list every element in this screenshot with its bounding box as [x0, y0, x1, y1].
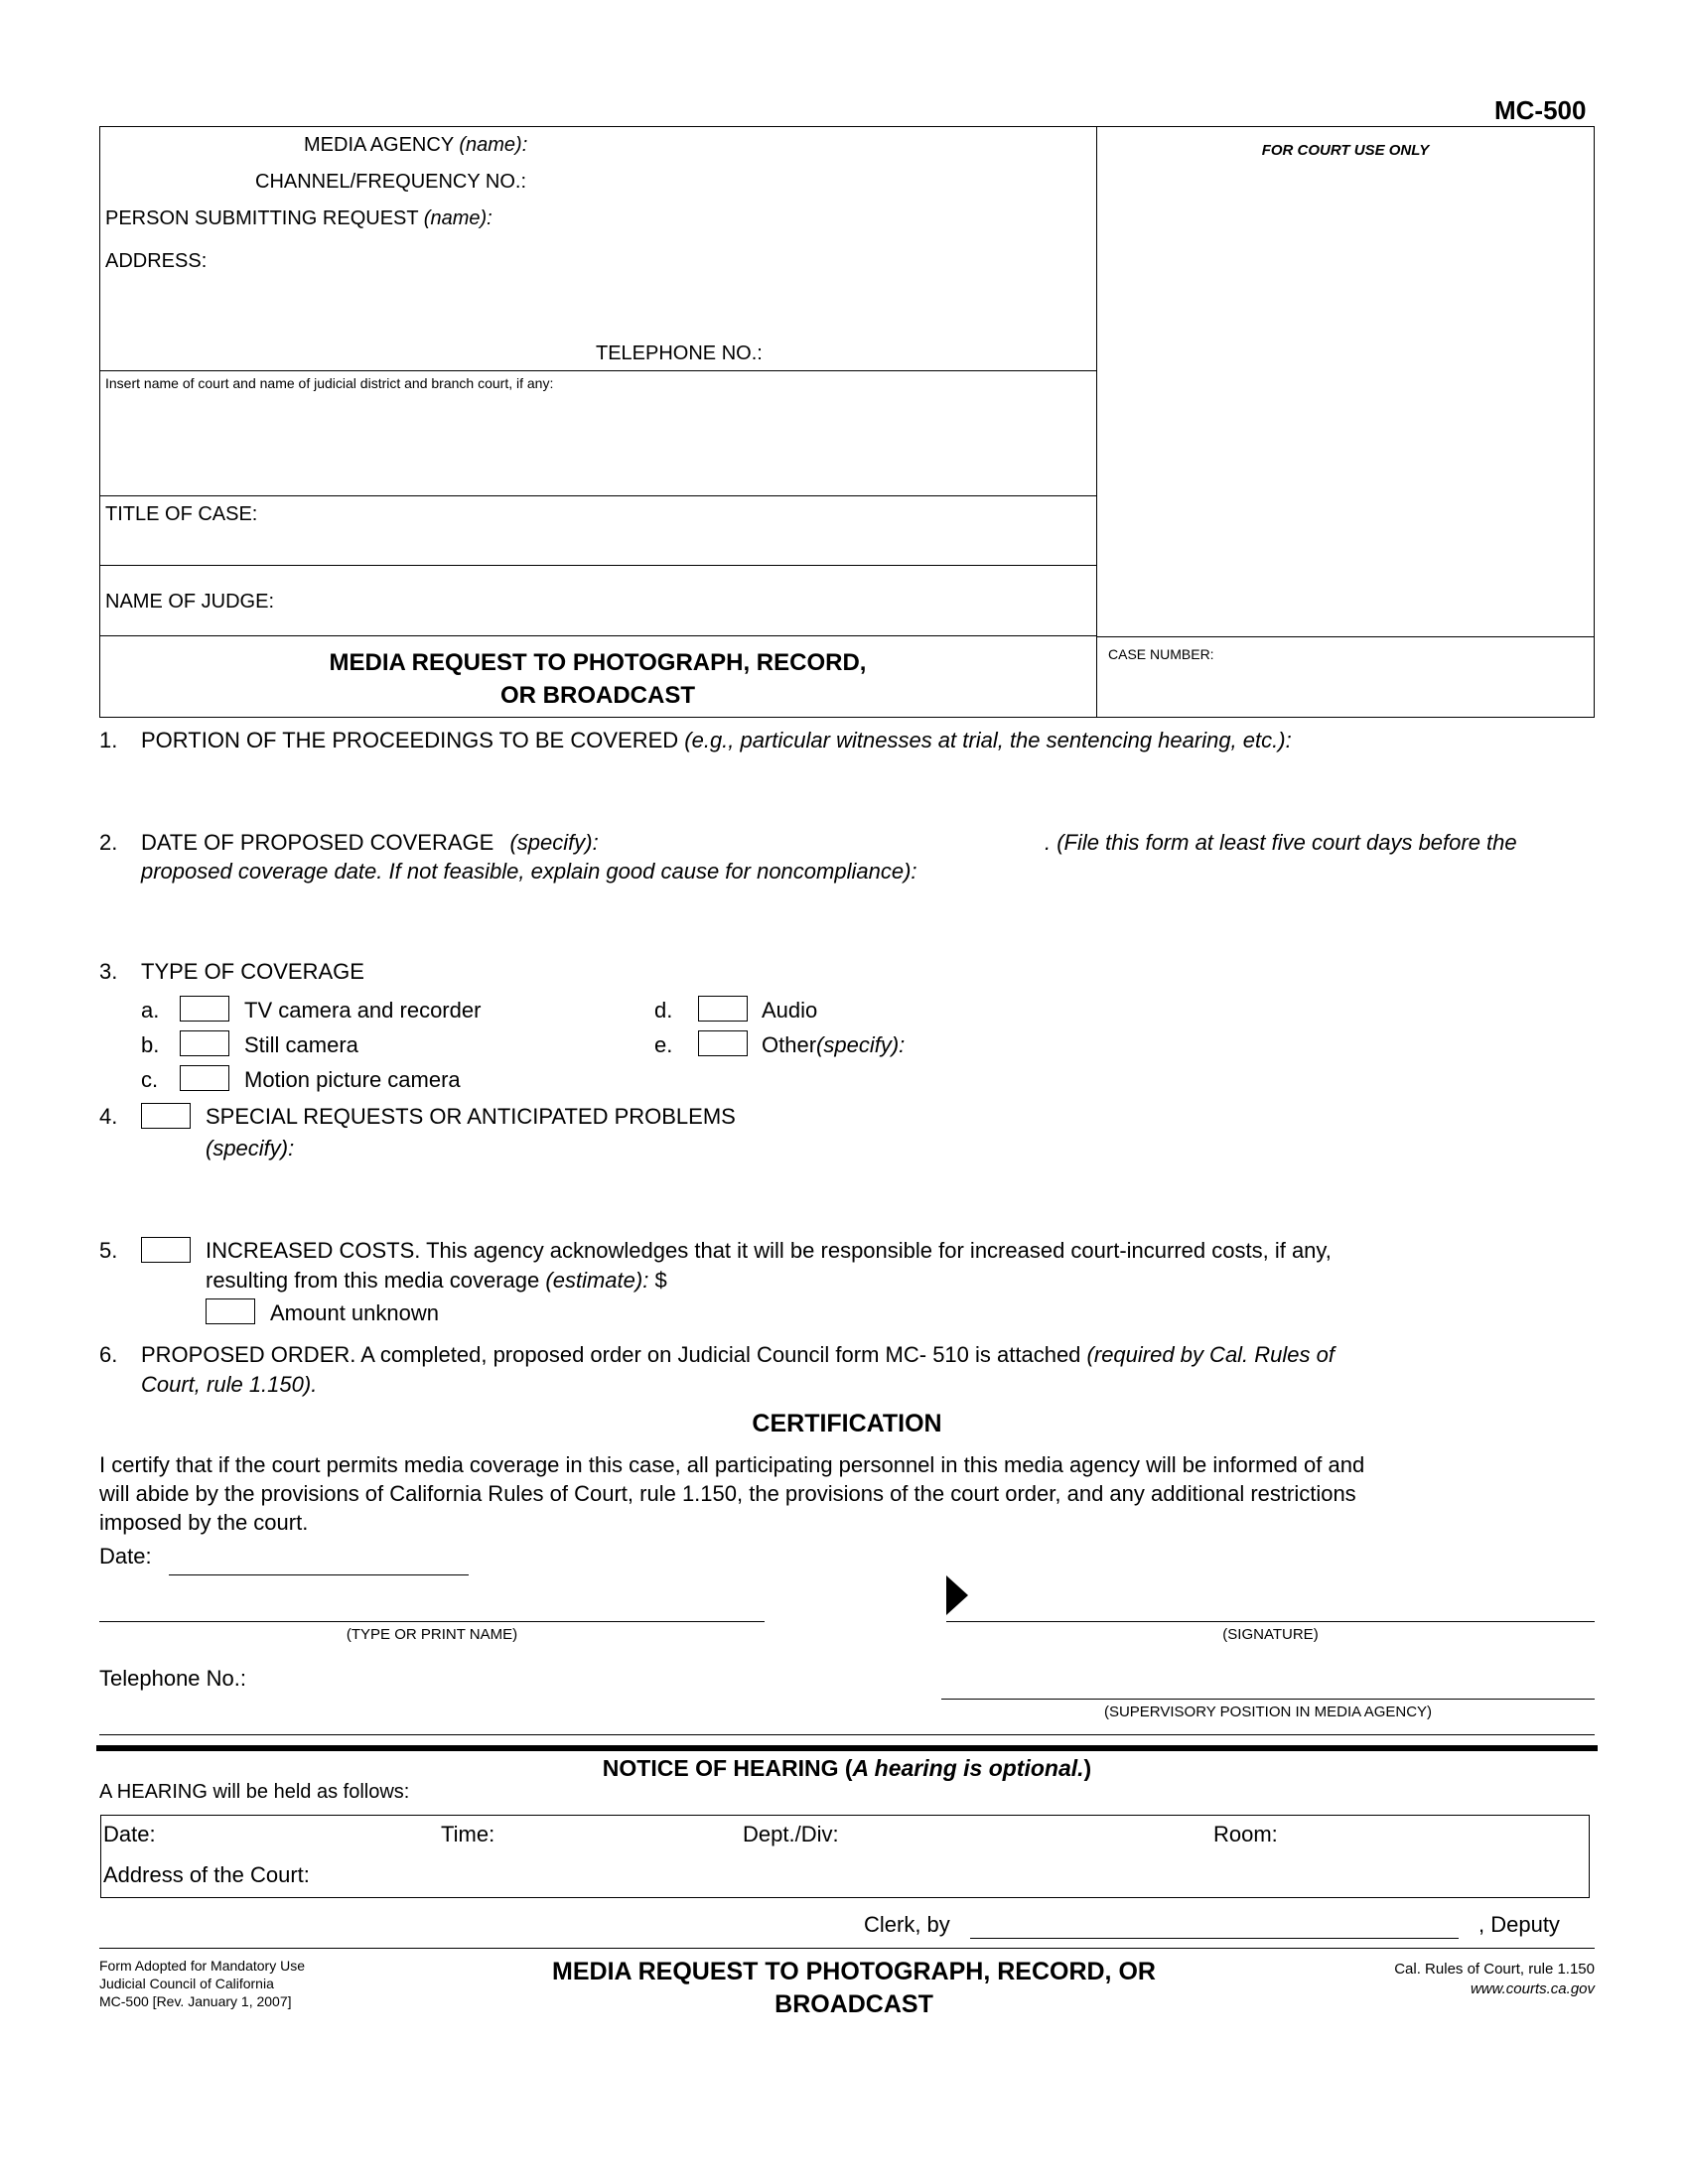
deputy-label: , Deputy [1478, 1912, 1560, 1937]
item-5-line2: resulting from this media coverage (estimate): $ [206, 1268, 667, 1293]
item-1-field[interactable] [141, 756, 1591, 826]
certification-line2: will abide by the provisions of California Rules of Court, rule 1.150, the provisions of the court order, and any additional restrictions [99, 1481, 1356, 1506]
item-1: PORTION OF THE PROCEEDINGS TO BE COVERED (e.g., particular witnesses at trial, the sentencing hearing, etc.): [141, 728, 1292, 752]
title-of-case-field[interactable]: TITLE OF CASE: [105, 503, 258, 525]
audio-label: Audio [762, 998, 818, 1023]
motion-picture-label: Motion picture camera [244, 1067, 461, 1092]
item-3-number: 3. [99, 959, 118, 984]
certification-date-label: Date: [99, 1544, 152, 1569]
item-5-line1: INCREASED COSTS. This agency acknowledges that it will be responsible for increased court-incurred costs, if any, [206, 1238, 1332, 1263]
certification-title: CERTIFICATION [752, 1410, 942, 1437]
clerk-label: Clerk, by [864, 1912, 950, 1937]
item-2-number: 2. [99, 830, 118, 855]
court-use-area [1100, 169, 1591, 631]
item-4-number: 4. [99, 1104, 118, 1129]
hearing-time-field[interactable]: Time: [441, 1822, 495, 1846]
item-3-title: TYPE OF COVERAGE [141, 959, 364, 984]
item-4-label: SPECIAL REQUESTS OR ANTICIPATED PROBLEMS [206, 1104, 736, 1129]
item-5-number: 5. [99, 1238, 118, 1263]
other-label: Other(specify): [762, 1032, 906, 1057]
item-1-number: 1. [99, 728, 118, 752]
court-name-hint: Insert name of court and name of judicial district and branch court, if any: [105, 375, 554, 391]
address-field[interactable]: ADDRESS: [105, 250, 208, 272]
other-checkbox[interactable] [698, 1030, 748, 1056]
still-camera-label: Still camera [244, 1032, 358, 1057]
tv-camera-label: TV camera and recorder [244, 998, 482, 1023]
name-of-judge-field[interactable]: NAME OF JUDGE: [105, 591, 275, 613]
supervisory-position-field[interactable] [941, 1699, 1595, 1700]
item-6-line1: PROPOSED ORDER. A completed, proposed order on Judicial Council form MC- 510 is attached (required by Cal. Rules of [141, 1342, 1335, 1367]
telephone-field[interactable]: TELEPHONE NO.: [596, 342, 763, 364]
signature-arrow-icon [946, 1575, 968, 1615]
hearing-title: NOTICE OF HEARING (A hearing is optional.) [602, 1755, 1092, 1781]
hearing-dept-field[interactable]: Dept./Div: [743, 1822, 839, 1846]
court-use-only: FOR COURT USE ONLY [1261, 142, 1430, 159]
tv-camera-checkbox[interactable] [180, 996, 229, 1022]
footer-title: MEDIA REQUEST TO PHOTOGRAPH, RECORD, OR BROADCAST [552, 1958, 1156, 2018]
type-print-name-caption: (TYPE OR PRINT NAME) [346, 1626, 518, 1643]
coverage-letter-d: d. [654, 998, 673, 1023]
signature-field[interactable] [946, 1621, 1595, 1622]
item-6-number: 6. [99, 1342, 118, 1367]
footer-adopted: Form Adopted for Mandatory Use Judicial Council of California MC-500 [Rev. January 1, 2007] [99, 1958, 305, 2009]
coverage-date-field[interactable] [665, 828, 1043, 856]
hearing-date-field[interactable]: Date: [103, 1822, 156, 1846]
motion-picture-checkbox[interactable] [180, 1065, 229, 1091]
item-6-line2: Court, rule 1.150). [141, 1372, 318, 1397]
hearing-box [100, 1815, 1590, 1898]
media-agency-field[interactable]: MEDIA AGENCY (name): [304, 134, 528, 156]
coverage-letter-e: e. [654, 1032, 673, 1057]
section-divider-thick [96, 1745, 1598, 1751]
amount-unknown-checkbox[interactable] [206, 1298, 255, 1324]
coverage-letter-b: b. [141, 1032, 160, 1057]
item-2-note-line1: . (File this form at least five court days before the [1045, 830, 1517, 855]
form-number: MC-500 [1494, 95, 1587, 125]
person-submitting-field[interactable]: PERSON SUBMITTING REQUEST (name): [105, 207, 492, 229]
hearing-intro: A HEARING will be held as follows: [99, 1781, 410, 1803]
audio-checkbox[interactable] [698, 996, 748, 1022]
still-camera-checkbox[interactable] [180, 1030, 229, 1056]
item-4-specify: (specify): [206, 1136, 295, 1160]
increased-costs-checkbox[interactable] [141, 1237, 191, 1263]
header-divider [1096, 126, 1097, 718]
clerk-signature-field[interactable] [970, 1938, 1459, 1939]
coverage-letter-c: c. [141, 1067, 159, 1092]
special-requests-field[interactable] [308, 1134, 1589, 1223]
item-2: DATE OF PROPOSED COVERAGE (specify): [141, 830, 599, 855]
special-requests-checkbox[interactable] [141, 1103, 191, 1129]
case-number-label: CASE NUMBER: [1108, 646, 1214, 662]
certification-telephone-label: Telephone No.: [99, 1666, 246, 1691]
other-specify-field[interactable] [933, 1030, 1589, 1058]
cost-estimate-field[interactable] [730, 1266, 1028, 1294]
court-address-field[interactable]: Address of the Court: [103, 1862, 310, 1887]
hearing-room-field[interactable]: Room: [1213, 1822, 1278, 1846]
certification-telephone-field[interactable] [273, 1664, 670, 1692]
form-title: MEDIA REQUEST TO PHOTOGRAPH, RECORD, OR BROADCAST [329, 649, 867, 709]
supervisory-position-caption: (SUPERVISORY POSITION IN MEDIA AGENCY) [1103, 1704, 1433, 1720]
footer-rule: Cal. Rules of Court, rule 1.150 [1394, 1961, 1595, 1978]
amount-unknown-label: Amount unknown [270, 1300, 439, 1325]
court-name-field[interactable] [103, 397, 1092, 492]
case-number-field[interactable] [1100, 667, 1591, 715]
certification-line1: I certify that if the court permits media coverage in this case, all participating personnel in this media agency will be informed of and [99, 1452, 1365, 1477]
signature-caption: (SIGNATURE) [1222, 1626, 1319, 1643]
channel-field[interactable]: CHANNEL/FREQUENCY NO.: [255, 171, 527, 193]
item-2-note-line2: proposed coverage date. If not feasible, explain good cause for noncompliance): [141, 859, 917, 884]
certification-line3: imposed by the court. [99, 1510, 309, 1535]
coverage-letter-a: a. [141, 998, 160, 1023]
type-print-name-field[interactable] [99, 1621, 765, 1622]
certification-date-field[interactable] [169, 1574, 469, 1575]
footer-website[interactable]: www.courts.ca.gov [1470, 1980, 1595, 1997]
